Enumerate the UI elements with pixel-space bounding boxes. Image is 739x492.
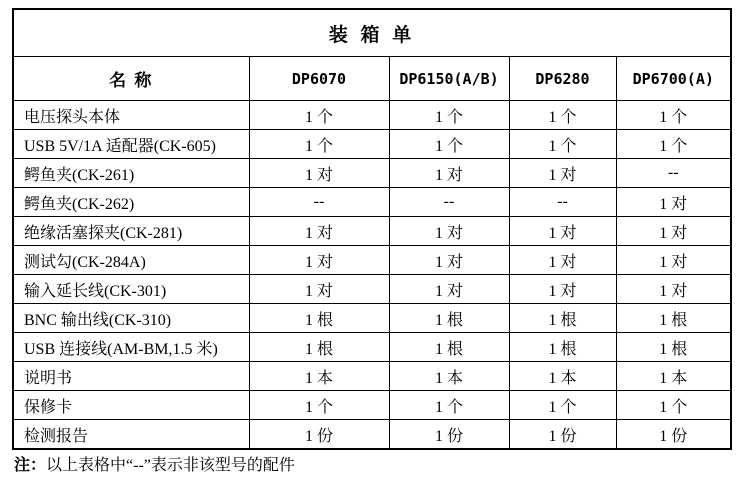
table-row	[13, 159, 731, 188]
table-row	[13, 391, 731, 420]
table-row	[13, 304, 731, 333]
item-quantity: 1 对	[509, 275, 616, 304]
item-quantity: 1 个	[249, 101, 389, 130]
item-quantity: 1 份	[389, 420, 509, 450]
column-header-dp6700: DP6700(A)	[616, 57, 731, 101]
item-quantity: 1 个	[616, 130, 731, 159]
item-quantity: 1 对	[616, 246, 731, 275]
column-header-dp6280: DP6280	[509, 57, 616, 101]
item-name: BNC 输出线(CK-310)	[13, 304, 249, 333]
table-row	[13, 188, 731, 217]
item-quantity: 1 对	[509, 159, 616, 188]
title-row	[13, 9, 731, 57]
item-quantity: 1 本	[616, 362, 731, 391]
item-quantity: 1 个	[509, 391, 616, 420]
table-row	[13, 217, 731, 246]
item-quantity: 1 本	[249, 362, 389, 391]
item-quantity: 1 对	[249, 275, 389, 304]
item-name: 测试勾(CK-284A)	[13, 246, 249, 275]
item-name: 检测报告	[13, 420, 249, 450]
item-quantity: 1 份	[616, 420, 731, 450]
item-quantity: --	[249, 188, 389, 217]
item-quantity: --	[509, 188, 616, 217]
item-quantity: 1 对	[389, 246, 509, 275]
item-quantity: 1 对	[389, 275, 509, 304]
item-quantity: 1 对	[616, 188, 731, 217]
item-quantity: 1 对	[249, 159, 389, 188]
item-quantity: 1 对	[616, 217, 731, 246]
item-quantity: 1 份	[509, 420, 616, 450]
item-quantity: 1 个	[389, 101, 509, 130]
item-quantity: 1 对	[389, 159, 509, 188]
item-name: 输入延长线(CK-301)	[13, 275, 249, 304]
item-name: 鳄鱼夹(CK-261)	[13, 159, 249, 188]
table-row	[13, 333, 731, 362]
table-title: 装 箱 单	[13, 9, 731, 57]
item-name: 电压探头本体	[13, 101, 249, 130]
item-quantity: 1 根	[616, 304, 731, 333]
column-header-name: 名 称	[13, 57, 249, 101]
table-row	[13, 420, 731, 450]
item-quantity: 1 对	[389, 217, 509, 246]
item-quantity: 1 份	[249, 420, 389, 450]
item-quantity: 1 根	[249, 333, 389, 362]
footnote	[14, 452, 295, 475]
item-name: 鳄鱼夹(CK-262)	[13, 188, 249, 217]
item-quantity: --	[389, 188, 509, 217]
column-header-dp6070: DP6070	[249, 57, 389, 101]
item-quantity: 1 根	[249, 304, 389, 333]
item-quantity: 1 根	[389, 333, 509, 362]
footnote-label: 注：	[14, 457, 47, 474]
item-quantity: 1 个	[249, 391, 389, 420]
item-quantity: 1 对	[509, 246, 616, 275]
item-quantity: 1 对	[249, 246, 389, 275]
item-quantity: 1 根	[509, 333, 616, 362]
item-quantity: 1 对	[249, 217, 389, 246]
item-quantity: 1 根	[509, 304, 616, 333]
item-quantity: 1 根	[616, 333, 731, 362]
packing-list-table	[12, 8, 732, 450]
item-quantity: 1 个	[389, 391, 509, 420]
table-row	[13, 246, 731, 275]
item-quantity: 1 个	[249, 130, 389, 159]
item-quantity: 1 对	[509, 217, 616, 246]
item-quantity: 1 根	[389, 304, 509, 333]
item-name: 保修卡	[13, 391, 249, 420]
column-header-dp6150: DP6150(A/B)	[389, 57, 509, 101]
table-row	[13, 130, 731, 159]
item-quantity: 1 个	[616, 391, 731, 420]
footnote-text: 以上表格中“--”表示非该型号的配件	[46, 457, 295, 474]
item-quantity: 1 个	[509, 101, 616, 130]
item-name: USB 5V/1A 适配器(CK-605)	[13, 130, 249, 159]
table-row	[13, 275, 731, 304]
item-quantity: 1 个	[389, 130, 509, 159]
item-quantity: 1 对	[616, 275, 731, 304]
table-row	[13, 101, 731, 130]
header-row	[13, 57, 731, 101]
table-row	[13, 362, 731, 391]
item-quantity: 1 本	[389, 362, 509, 391]
item-quantity: 1 本	[509, 362, 616, 391]
item-name: USB 连接线(AM-BM,1.5 米)	[13, 333, 249, 362]
item-quantity: --	[616, 159, 731, 188]
item-quantity: 1 个	[509, 130, 616, 159]
item-quantity: 1 个	[616, 101, 731, 130]
item-name: 说明书	[13, 362, 249, 391]
item-name: 绝缘活塞探夹(CK-281)	[13, 217, 249, 246]
